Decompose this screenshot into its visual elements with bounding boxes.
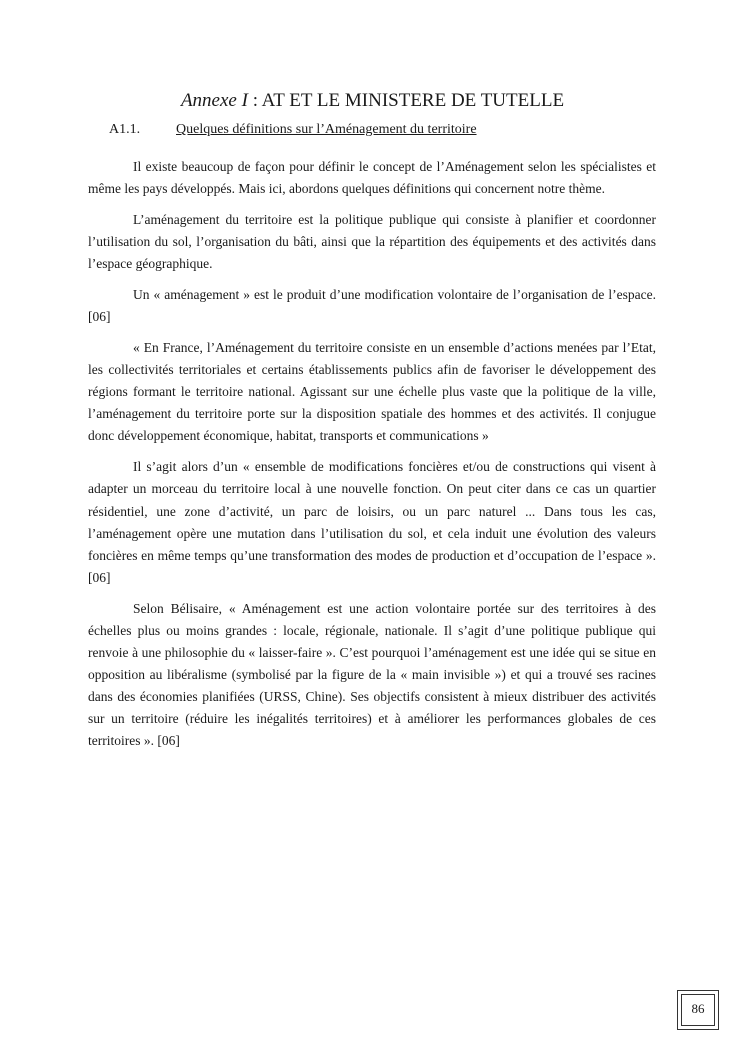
section-heading <box>109 121 477 139</box>
section-title: Quelques définitions sur l’Aménagement du territoire <box>176 122 477 137</box>
title-annex-label: Annexe I <box>180 90 248 111</box>
section-number: A1.1. <box>109 122 141 137</box>
paragraph: « En France, l’Aménagement du territoire consiste en un ensemble d’actions menées par l’Etat, les collectivités territoriales et certains établissements publics afin de favoriser le développement des régions formant le territoire national. Agissant sur une échelle plus vaste que la politique de la ville, l’aménagement du territoire porte sur la disposition spatiale des hommes et des activités. Il conjugue donc développement économique, habitat, transports et communications » <box>88 340 656 444</box>
paragraph: Selon Bélisaire, « Aménagement est une action volontaire portée sur des territoires à des échelles plus ou moins grandes : locale, régionale, nationale. Il s’agit d’une politique publique qui renvoie à une philosophie du « laisser-faire ». C’est pourquoi l’aménagement est une idée qui se situe en opposition au libéralisme (symbolisé par la figure de la « main invisible ») et qui a trouvé ses racines dans des économies planifiées (URSS, Chine). Ses objectifs consistent à mieux distribuer des activités sur un territoire (réduire les inégalités territoires) et à améliorer les performances globales de ces territoires ». [06] <box>88 600 656 749</box>
page-number: 86 <box>691 1001 705 1016</box>
title-annex-subject: : AT ET LE MINISTERE DE TUTELLE <box>247 90 565 111</box>
paragraph: Il existe beaucoup de façon pour définir le concept de l’Aménagement selon les spécialistes et même les pays développés. Mais ici, abordons quelques définitions qui concernent notre thème. <box>88 159 656 197</box>
page-title <box>0 89 745 113</box>
paragraph: Il s’agit alors d’un « ensemble de modifications foncières et/ou de constructions qui visent à adapter un morceau du territoire local à une nouvelle fonction. On peut citer dans ce cas un quartier résidentiel, une zone d’activité, un parc de loisirs, ou un parc naturel ... Dans tous les cas, l’aménagement opère une mutation dans l’utilisation du sol, et cela induit une évolution des valeurs foncières en même temps qu’une transformation des modes de production et d’occupation de l’espace ». [06] <box>88 459 656 585</box>
paragraph: Un « aménagement » est le produit d’une modification volontaire de l’organisation de l’espace. [06] <box>88 287 656 325</box>
body-text <box>88 156 656 761</box>
paragraph: L’aménagement du territoire est la politique publique qui consiste à planifier et coordonner l’utilisation du sol, l’organisation du bâti, ainsi que la répartition des équipements et des activités dans l’espace géographique. <box>88 211 656 272</box>
page-number-box <box>677 990 719 1030</box>
